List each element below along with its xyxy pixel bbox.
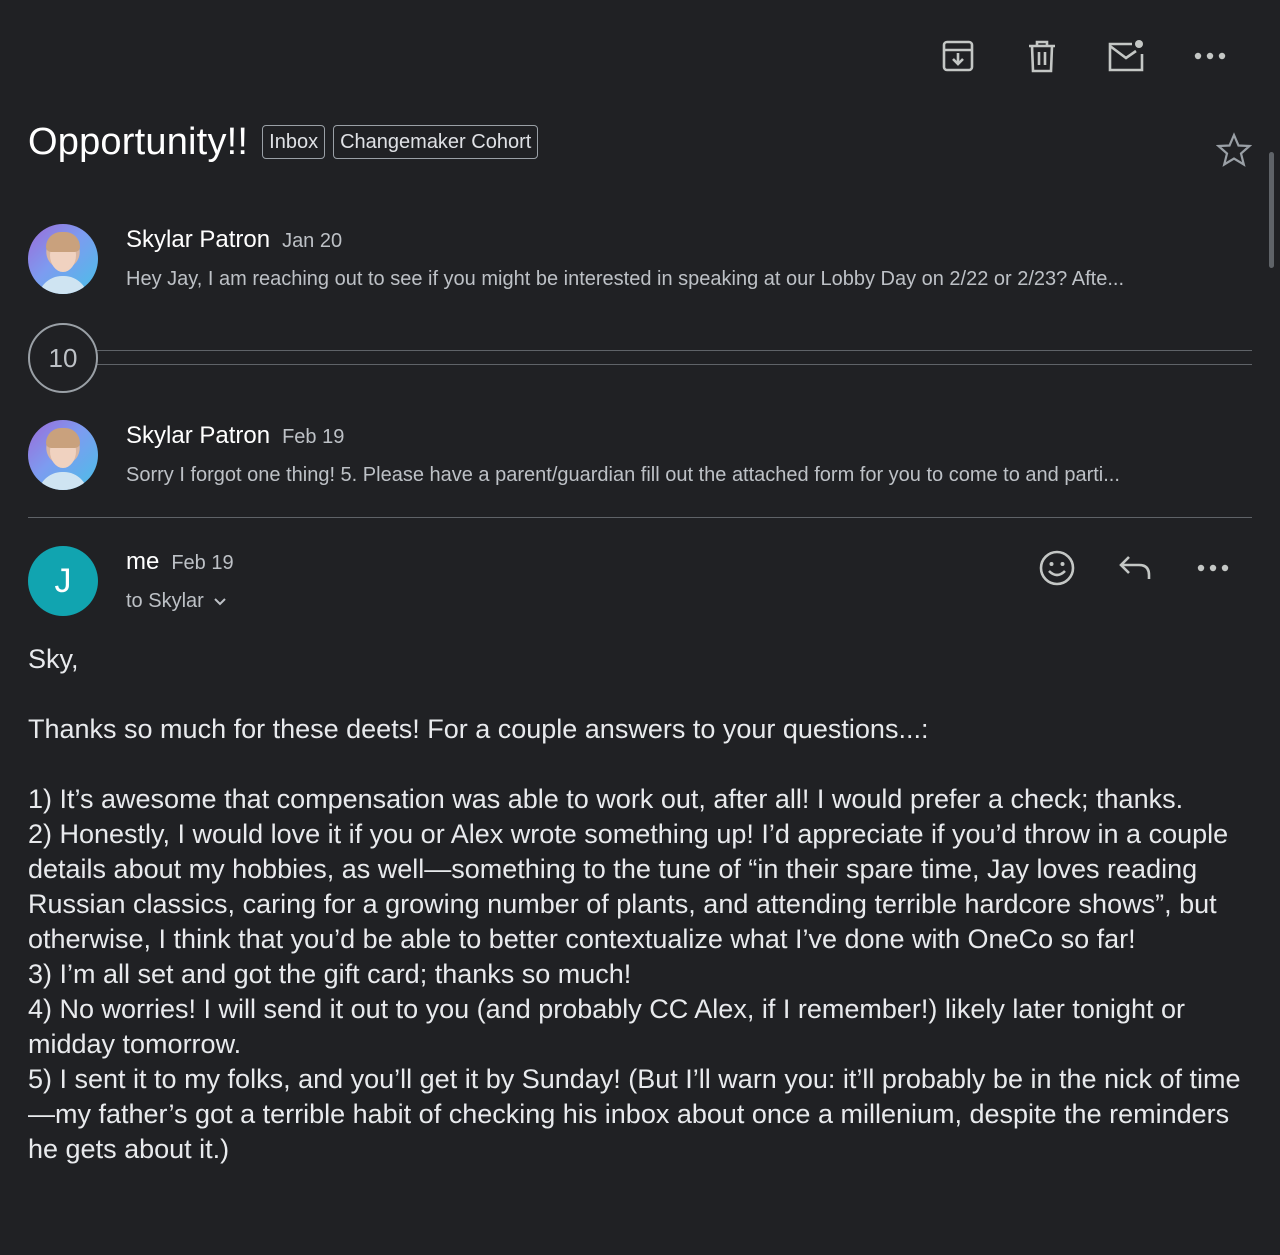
archive-icon [940,38,976,74]
delete-button[interactable] [1000,34,1084,78]
mark-unread-icon [1106,38,1146,74]
scrollbar[interactable] [1269,152,1274,268]
collapsed-message[interactable] [28,420,1252,492]
sender-line [126,226,342,254]
trash-icon [1024,38,1060,74]
thread-toolbar [916,34,1252,78]
stack-line-top [88,350,1252,351]
body-item: 2) Honestly, I would love it if you or Alex wrote something up! I’d appreciate if you’d throw in a couple details about my hobbies, as well—something to the tune of “in their spare time, Jay loves reading Russian classics, caring for a growing number of plants, and attending terrible hardcore shows”, but otherwise, I think that you’d be able to better contextualize what I’ve done with OneCo so far! [28,819,1229,954]
paragraph-gap [28,747,1250,782]
body-item: 4) No worries! I will send it out to you (and probably CC Alex, if I remember!) likely later tonight or midday tomorrow. [28,994,1185,1059]
more-icon [1196,563,1230,573]
reply-button[interactable] [1096,546,1174,590]
star-button[interactable] [1216,132,1252,173]
message-date: Feb 19 [282,426,345,448]
divider [28,517,1252,518]
message-body [28,642,1250,1167]
message-snippet: Sorry I forgot one thing! 5. Please have a parent/guardian fill out the attached form for you to come to and parti... [126,464,1120,486]
label-changemaker-cohort[interactable]: Changemaker Cohort [333,125,538,159]
collapsed-message[interactable] [28,224,1252,296]
body-item: 1) It’s awesome that compensation was able to work out, after all! I would prefer a check; thanks. [28,784,1184,814]
thread-subject: Opportunity!! [28,120,249,163]
chevron-down-icon [213,597,227,607]
sender-line [126,548,234,576]
message-snippet: Hey Jay, I am reaching out to see if you might be interested in speaking at our Lobby Day on 2/22 or 2/23? Afte... [126,268,1124,290]
sender-name: me [126,548,160,575]
message-date: Jan 20 [282,230,343,252]
recipients-dropdown[interactable] [126,590,227,613]
sender-name: Skylar Patron [126,422,271,449]
sender-line [126,422,344,450]
react-button[interactable] [1018,546,1096,590]
mark-unread-button[interactable] [1084,34,1168,78]
stack-line-bottom [88,364,1252,365]
avatar [28,224,98,294]
emoji-icon [1038,549,1076,587]
sender-name: Skylar Patron [126,226,271,253]
message-more-button[interactable] [1174,546,1252,590]
recipients-label: to Skylar [126,590,204,612]
hidden-messages-count-button[interactable]: 10 [28,323,98,393]
message-actions [1018,546,1252,590]
avatar-shirt [38,472,88,490]
avatar-hair [46,232,80,252]
star-icon [1216,132,1252,168]
collapsed-messages-row [28,323,1252,393]
avatar-hair [46,428,80,448]
body-greeting: Sky, [28,644,79,674]
more-icon [1193,51,1227,61]
message-date: Feb 19 [171,552,234,574]
label-inbox[interactable]: Inbox [262,125,325,159]
expanded-message-header [28,546,1252,626]
avatar [28,420,98,490]
avatar: J [28,546,98,616]
body-intro: Thanks so much for these deets! For a couple answers to your questions...: [28,714,929,744]
reply-icon [1117,553,1153,583]
avatar-shirt [38,276,88,294]
archive-button[interactable] [916,34,1000,78]
body-item: 3) I’m all set and got the gift card; thanks so much! [28,959,632,989]
paragraph-gap [28,677,1250,712]
body-item: 5) I sent it to my folks, and you’ll get it by Sunday! (But I’ll warn you: it’ll probably be in the nick of time—my father’s got a terrible habit of checking his inbox about once a millenium, despite the reminders he gets about it.) [28,1064,1241,1164]
subject-row [28,118,1252,166]
more-options-button[interactable] [1168,34,1252,78]
